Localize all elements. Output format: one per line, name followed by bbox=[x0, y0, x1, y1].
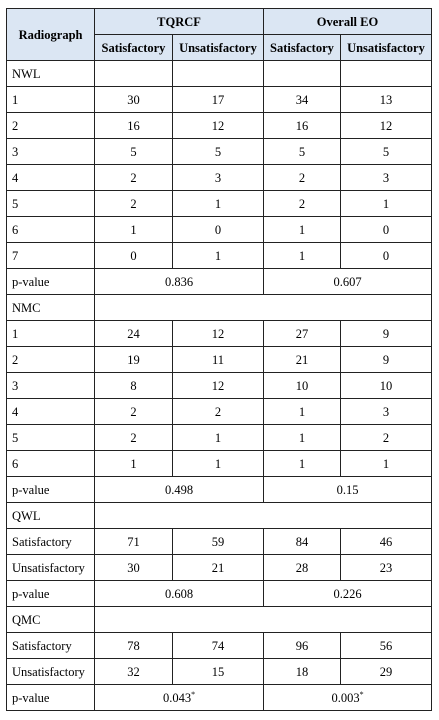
table-row bbox=[7, 659, 432, 685]
row-label: Satisfactory bbox=[7, 529, 95, 555]
tqrcf-unsatisfactory-cell: 1 bbox=[172, 191, 263, 217]
tqrcf-unsatisfactory-cell: 3 bbox=[172, 165, 263, 191]
section-label: QWL bbox=[7, 503, 95, 529]
table-row bbox=[7, 451, 432, 477]
row-label: 2 bbox=[7, 113, 95, 139]
eo-satisfactory-cell: 1 bbox=[264, 451, 341, 477]
section-row-qwl bbox=[7, 503, 432, 529]
eo-satisfactory-cell: 84 bbox=[264, 529, 341, 555]
empty-cell bbox=[95, 607, 432, 633]
empty-cell bbox=[95, 503, 432, 529]
eo-unsatisfactory-cell: 1 bbox=[340, 191, 431, 217]
tqrcf-satisfactory-cell: 30 bbox=[95, 555, 173, 581]
tqrcf-unsatisfactory-cell: 5 bbox=[172, 139, 263, 165]
empty-cell bbox=[172, 61, 263, 87]
eo-satisfactory-cell: 1 bbox=[264, 217, 341, 243]
eo-satisfactory-cell: 2 bbox=[264, 165, 341, 191]
row-label: 7 bbox=[7, 243, 95, 269]
tqrcf-unsatisfactory-cell: 74 bbox=[172, 633, 263, 659]
tqrcf-unsatisfactory-cell: 17 bbox=[172, 87, 263, 113]
tqrcf-satisfactory-cell: 2 bbox=[95, 399, 173, 425]
empty-cell bbox=[95, 61, 173, 87]
pvalue-row bbox=[7, 581, 432, 607]
eo-satisfactory-cell: 2 bbox=[264, 191, 341, 217]
table-row bbox=[7, 139, 432, 165]
row-label: 5 bbox=[7, 425, 95, 451]
pvalue-label: p-value bbox=[7, 581, 95, 607]
pvalue-label: p-value bbox=[7, 685, 95, 711]
section-label: NMC bbox=[7, 295, 95, 321]
eo-satisfactory-cell: 18 bbox=[264, 659, 341, 685]
table-row bbox=[7, 373, 432, 399]
table-row bbox=[7, 347, 432, 373]
tqrcf-satisfactory-cell: 2 bbox=[95, 425, 173, 451]
tqrcf-pvalue-cell bbox=[95, 477, 264, 503]
tqrcf-unsatisfactory-cell: 12 bbox=[172, 321, 263, 347]
tqrcf-satisfactory-cell: 1 bbox=[95, 217, 173, 243]
eo-satisfactory-header: Satisfactory bbox=[264, 35, 341, 61]
tqrcf-unsatisfactory-cell: 12 bbox=[172, 373, 263, 399]
table-row bbox=[7, 425, 432, 451]
table-row bbox=[7, 321, 432, 347]
eo-pvalue: 0.15 bbox=[336, 482, 359, 497]
table-row bbox=[7, 217, 432, 243]
header-row-groups bbox=[7, 9, 432, 35]
eo-pvalue-cell bbox=[264, 685, 432, 711]
table-row bbox=[7, 633, 432, 659]
table-row bbox=[7, 87, 432, 113]
tqrcf-pvalue: 0.608 bbox=[164, 586, 194, 601]
overall-eo-group-header: Overall EO bbox=[264, 9, 432, 35]
tqrcf-unsatisfactory-cell: 2 bbox=[172, 399, 263, 425]
eo-satisfactory-cell: 1 bbox=[264, 243, 341, 269]
eo-unsatisfactory-cell: 0 bbox=[340, 217, 431, 243]
eo-pvalue-cell bbox=[264, 581, 432, 607]
tqrcf-satisfactory-cell: 32 bbox=[95, 659, 173, 685]
tqrcf-satisfactory-cell: 78 bbox=[95, 633, 173, 659]
row-label: 1 bbox=[7, 321, 95, 347]
tqrcf-satisfactory-cell: 19 bbox=[95, 347, 173, 373]
eo-pvalue-cell bbox=[264, 269, 432, 295]
tqrcf-satisfactory-cell: 16 bbox=[95, 113, 173, 139]
eo-unsatisfactory-cell: 0 bbox=[340, 243, 431, 269]
eo-unsatisfactory-cell: 1 bbox=[340, 451, 431, 477]
tqrcf-pvalue: 0.498 bbox=[164, 482, 194, 497]
radiograph-header: Radiograph bbox=[7, 9, 95, 61]
radiograph-results-table bbox=[6, 8, 432, 711]
eo-unsatisfactory-cell: 56 bbox=[340, 633, 431, 659]
tqrcf-unsatisfactory-cell: 12 bbox=[172, 113, 263, 139]
eo-pvalue: 0.607 bbox=[333, 274, 362, 289]
eo-unsatisfactory-cell: 3 bbox=[340, 165, 431, 191]
empty-cell bbox=[95, 295, 432, 321]
tqrcf-unsatisfactory-cell: 15 bbox=[172, 659, 263, 685]
row-label: 6 bbox=[7, 217, 95, 243]
table-row bbox=[7, 165, 432, 191]
tqrcf-satisfactory-cell: 8 bbox=[95, 373, 173, 399]
eo-satisfactory-cell: 10 bbox=[264, 373, 341, 399]
tqrcf-pvalue-cell bbox=[95, 685, 264, 711]
tqrcf-group-header: TQRCF bbox=[95, 9, 264, 35]
eo-pvalue: 0.226 bbox=[333, 586, 362, 601]
tqrcf-pvalue-cell bbox=[95, 581, 264, 607]
eo-unsatisfactory-cell: 23 bbox=[340, 555, 431, 581]
table-row bbox=[7, 113, 432, 139]
tqrcf-unsatisfactory-cell: 1 bbox=[172, 243, 263, 269]
eo-satisfactory-cell: 5 bbox=[264, 139, 341, 165]
section-row-nwl bbox=[7, 61, 432, 87]
eo-unsatisfactory-cell: 5 bbox=[340, 139, 431, 165]
pvalue-row bbox=[7, 477, 432, 503]
eo-unsatisfactory-cell: 3 bbox=[340, 399, 431, 425]
row-label: 5 bbox=[7, 191, 95, 217]
tqrcf-unsatisfactory-header: Unsatisfactory bbox=[172, 35, 263, 61]
table-body bbox=[7, 61, 432, 711]
eo-unsatisfactory-cell: 9 bbox=[340, 321, 431, 347]
pvalue-label: p-value bbox=[7, 269, 95, 295]
pvalue-row bbox=[7, 685, 432, 711]
tqrcf-satisfactory-cell: 5 bbox=[95, 139, 173, 165]
row-label: 1 bbox=[7, 87, 95, 113]
row-label: Unsatisfactory bbox=[7, 555, 95, 581]
tqrcf-satisfactory-cell: 1 bbox=[95, 451, 173, 477]
tqrcf-unsatisfactory-cell: 0 bbox=[172, 217, 263, 243]
tqrcf-unsatisfactory-cell: 21 bbox=[172, 555, 263, 581]
row-label: 6 bbox=[7, 451, 95, 477]
row-label: 4 bbox=[7, 399, 95, 425]
row-label: 4 bbox=[7, 165, 95, 191]
tqrcf-pvalue-cell bbox=[95, 269, 264, 295]
tqrcf-pvalue: 0.836 bbox=[164, 274, 194, 289]
eo-satisfactory-cell: 27 bbox=[264, 321, 341, 347]
section-label: QMC bbox=[7, 607, 95, 633]
table-row bbox=[7, 191, 432, 217]
eo-satisfactory-cell: 1 bbox=[264, 399, 341, 425]
section-label: NWL bbox=[7, 61, 95, 87]
tqrcf-significance-marker: * bbox=[191, 689, 196, 699]
row-label: Unsatisfactory bbox=[7, 659, 95, 685]
empty-cell bbox=[264, 61, 341, 87]
eo-unsatisfactory-cell: 9 bbox=[340, 347, 431, 373]
tqrcf-unsatisfactory-cell: 1 bbox=[172, 425, 263, 451]
tqrcf-satisfactory-cell: 71 bbox=[95, 529, 173, 555]
eo-unsatisfactory-cell: 13 bbox=[340, 87, 431, 113]
eo-satisfactory-cell: 96 bbox=[264, 633, 341, 659]
tqrcf-satisfactory-cell: 2 bbox=[95, 191, 173, 217]
tqrcf-unsatisfactory-cell: 59 bbox=[172, 529, 263, 555]
empty-cell bbox=[340, 61, 431, 87]
eo-significance-marker: * bbox=[359, 689, 364, 699]
eo-unsatisfactory-header: Unsatisfactory bbox=[340, 35, 431, 61]
tqrcf-satisfactory-header: Satisfactory bbox=[95, 35, 173, 61]
eo-unsatisfactory-cell: 12 bbox=[340, 113, 431, 139]
tqrcf-satisfactory-cell: 2 bbox=[95, 165, 173, 191]
eo-satisfactory-cell: 34 bbox=[264, 87, 341, 113]
row-label: 3 bbox=[7, 373, 95, 399]
section-row-qmc bbox=[7, 607, 432, 633]
tqrcf-unsatisfactory-cell: 11 bbox=[172, 347, 263, 373]
table-row bbox=[7, 555, 432, 581]
row-label: 2 bbox=[7, 347, 95, 373]
eo-pvalue-cell bbox=[264, 477, 432, 503]
table-row bbox=[7, 529, 432, 555]
tqrcf-unsatisfactory-cell: 1 bbox=[172, 451, 263, 477]
table-row bbox=[7, 243, 432, 269]
eo-unsatisfactory-cell: 46 bbox=[340, 529, 431, 555]
tqrcf-satisfactory-cell: 24 bbox=[95, 321, 173, 347]
eo-unsatisfactory-cell: 10 bbox=[340, 373, 431, 399]
section-row-nmc bbox=[7, 295, 432, 321]
eo-pvalue: 0.003 bbox=[331, 690, 360, 705]
table-row bbox=[7, 399, 432, 425]
row-label: 3 bbox=[7, 139, 95, 165]
eo-satisfactory-cell: 1 bbox=[264, 425, 341, 451]
eo-unsatisfactory-cell: 29 bbox=[340, 659, 431, 685]
tqrcf-pvalue: 0.043 bbox=[162, 690, 192, 705]
row-label: Satisfactory bbox=[7, 633, 95, 659]
tqrcf-satisfactory-cell: 0 bbox=[95, 243, 173, 269]
tqrcf-satisfactory-cell: 30 bbox=[95, 87, 173, 113]
pvalue-label: p-value bbox=[7, 477, 95, 503]
eo-satisfactory-cell: 21 bbox=[264, 347, 341, 373]
pvalue-row bbox=[7, 269, 432, 295]
eo-satisfactory-cell: 28 bbox=[264, 555, 341, 581]
eo-unsatisfactory-cell: 2 bbox=[340, 425, 431, 451]
eo-satisfactory-cell: 16 bbox=[264, 113, 341, 139]
